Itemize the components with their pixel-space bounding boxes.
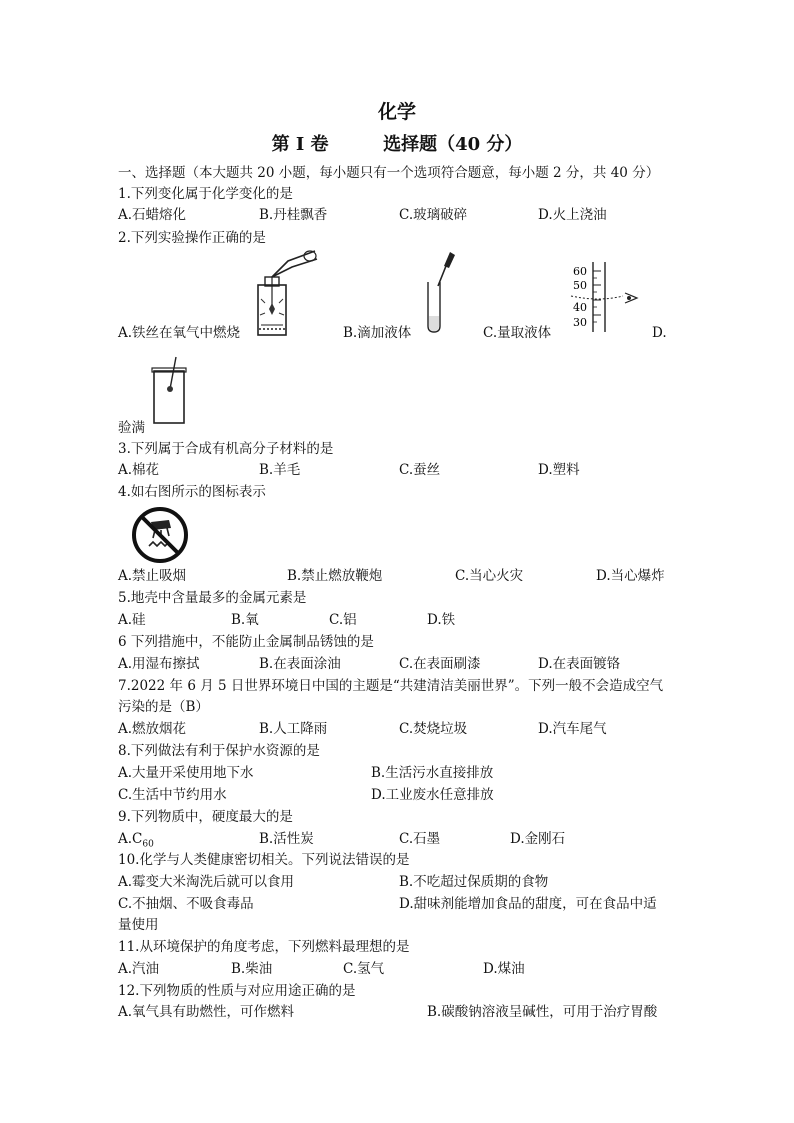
q5-option-d: D.铁	[427, 612, 456, 628]
q9-stem: 9.下列物质中，硬度最大的是	[118, 809, 293, 825]
q6-option-b: B.在表面涂油	[259, 656, 341, 672]
q7-stem: 7.2022 年 6 月 5 日世界环境日中国的主题是“共建清洁美丽世界”。下列一般不会造成空气	[118, 678, 664, 694]
q11-option-c: C.氢气	[343, 961, 385, 977]
q2-option-a: A.铁丝在氧气中燃烧	[118, 325, 241, 341]
q10-option-c: C.不抽烟、不吸食毒品	[118, 896, 254, 912]
q6-option-a: A.用湿布擦拭	[118, 656, 200, 672]
q10-option-d-continued: 量使用	[118, 917, 159, 933]
q7-option-d: D.汽车尾气	[538, 721, 607, 737]
q3-option-d: D.塑料	[538, 462, 580, 478]
q1-stem: 1.下列变化属于化学变化的是	[118, 186, 293, 202]
q6-stem: 6 下列措施中，不能防止金属制品锈蚀的是	[118, 634, 374, 650]
q3-stem: 3.下列属于合成有机高分子材料的是	[118, 441, 334, 457]
q9-option-a-label: A.C	[118, 831, 143, 847]
cylinder-tick-30: 30	[573, 316, 587, 329]
q4-option-a: A.禁止吸烟	[118, 568, 187, 584]
q7-stem-continued: 污染的是（B）	[118, 699, 209, 715]
q8-option-d: D.工业废水任意排放	[371, 787, 494, 803]
q2-option-d-text: 验满	[118, 420, 145, 436]
q5-option-a: A.硅	[118, 612, 146, 628]
q9-option-b: B.活性炭	[259, 831, 314, 847]
page-title: 化学	[377, 101, 416, 123]
q12-option-b: B.碳酸钠溶液呈碱性，可用于治疗胃酸	[427, 1004, 658, 1020]
q2-option-b: B.滴加液体	[343, 325, 412, 341]
q6-option-d: D.在表面镀铬	[538, 656, 621, 672]
no-fireworks-sign-icon	[131, 506, 189, 564]
q7-option-a: A.燃放烟花	[118, 721, 187, 737]
instructions: 一、选择题（本大题共 20 小题，每小题只有一个选项符合题意，每小题 2 分，共 40 分）	[118, 165, 660, 181]
q8-stem: 8.下列做法有利于保护水资源的是	[118, 743, 320, 759]
q4-stem: 4.如右图所示的图标表示	[118, 484, 266, 500]
cylinder-tick-50: 50	[573, 279, 587, 292]
q3-option-c: C.蚕丝	[399, 462, 441, 478]
q2-option-d: D.	[652, 325, 667, 341]
q9-option-c: C.石墨	[399, 831, 441, 847]
q9-option-d: D.金刚石	[510, 831, 566, 847]
q2-option-c: C.量取液体	[483, 325, 552, 341]
q10-stem: 10.化学与人类健康密切相关。下列说法错误的是	[118, 852, 410, 868]
q9-option-a-subscript: 60	[142, 839, 154, 850]
q4-option-b: B.禁止燃放鞭炮	[287, 568, 383, 584]
q6-option-c: C.在表面刷漆	[399, 656, 481, 672]
q5-option-c: C.铝	[329, 612, 357, 628]
q11-option-b: B.柴油	[231, 961, 273, 977]
measuring-cylinder-figure	[565, 260, 645, 336]
q1-option-a: A.石蜡熔化	[118, 207, 187, 223]
dropper-test-tube-figure	[420, 252, 460, 336]
q1-option-d: D.火上浇油	[538, 207, 607, 223]
q7-option-c: C.焚烧垃圾	[399, 721, 468, 737]
q10-option-b: B.不吃超过保质期的食物	[399, 874, 549, 890]
q11-option-a: A.汽油	[118, 961, 160, 977]
q1-option-b: B.丹桂飘香	[259, 207, 328, 223]
q1-option-c: C.玻璃破碎	[399, 207, 468, 223]
q8-option-a: A.大量开采使用地下水	[118, 765, 254, 781]
q11-option-d: D.煤油	[483, 961, 525, 977]
q10-option-a: A.霉变大米淘洗后就可以食用	[118, 874, 295, 890]
section-title: 选择题（40 分）	[383, 134, 523, 155]
q7-option-b: B.人工降雨	[259, 721, 328, 737]
cylinder-tick-40: 40	[573, 301, 587, 314]
section-label: 第 I 卷	[271, 134, 329, 155]
q3-option-b: B.羊毛	[259, 462, 301, 478]
q3-option-a: A.棉花	[118, 462, 160, 478]
q12-option-a: A.氧气具有助燃性，可作燃料	[118, 1004, 295, 1020]
q4-option-c: C.当心火灾	[455, 568, 524, 584]
q4-option-d: D.当心爆炸	[596, 568, 665, 584]
q5-stem: 5.地壳中含量最多的金属元素是	[118, 590, 307, 606]
q8-option-b: B.生活污水直接排放	[371, 765, 494, 781]
q8-option-c: C.生活中节约用水	[118, 787, 227, 803]
q2-stem: 2.下列实验操作正确的是	[118, 230, 266, 246]
cylinder-tick-60: 60	[573, 265, 587, 278]
q11-stem: 11.从环境保护的角度考虑，下列燃料最理想的是	[118, 939, 410, 955]
iron-wire-jar-figure	[243, 247, 323, 339]
section-heading	[0, 130, 794, 156]
q5-option-b: B.氧	[231, 612, 259, 628]
q12-stem: 12.下列物质的性质与对应用途正确的是	[118, 983, 356, 999]
gas-jar-splint-figure	[148, 355, 192, 427]
q10-option-d: D.甜味剂能增加食品的甜度，可在食品中适	[399, 896, 657, 912]
